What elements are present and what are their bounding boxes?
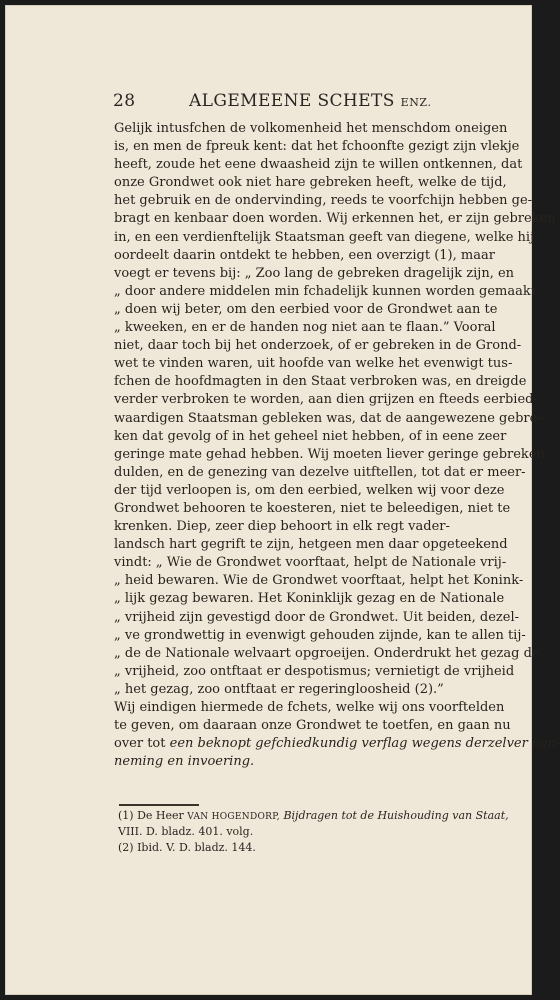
footnote-1-continued: VIII. D. bladz. 401. volg. (118, 825, 254, 838)
text-line: „ doen wij beter, om den eerbied voor de Grondwet aan te (114, 301, 498, 317)
text-line: „ het gezag, zoo ontftaat er regeringloosheid (2).” (114, 681, 444, 697)
page-number: 28 (113, 91, 136, 111)
text-line: het gebruik en de ondervinding, reeds te voorfchijn hebben ge- (114, 193, 533, 209)
text-line: heeft, zoude het eene dwaasheid zijn te willen ontkennen, dat (114, 157, 523, 173)
italic-phrase: een beknopt gefchiedkundig verflag wegens derzelver aan- (169, 736, 560, 752)
text-line: „ vrijheid, zoo ontftaat er despotismus; vernietigt de vrijheid (114, 663, 515, 679)
text-line: Gelijk intusfchen de volkomenheid het menschdom oneigen (114, 121, 508, 136)
footnote-1 (118, 808, 509, 824)
footnotes (118, 808, 509, 856)
footnote-1-title: Bijdragen tot de Huishouding van Staat, (283, 809, 509, 822)
text-line: „ vrijheid zijn gevestigd door de Grondwet. Uit beiden, dezel- (114, 609, 520, 625)
text-line: te geven, om daaraan onze Grondwet te toetfen, en gaan nu (114, 718, 511, 734)
body-text (114, 120, 560, 771)
footnote-1-prefix: (1) De Heer (118, 809, 184, 822)
text-line: „ heid bewaren. Wie de Grondwet voorftaat, helpt het Konink- (114, 573, 524, 589)
text-line: fchen de hoofdmagten in den Staat verbroken was, en dreigde (114, 374, 527, 390)
text-line: verder verbroken te worden, aan dien grijzen en fteeds eerbied- (114, 392, 538, 408)
text-line: „ door andere middelen min fchadelijk kunnen worden gemaakt, (114, 283, 541, 299)
text-line: onze Grondwet ook niet hare gebreken heeft, welke de tijd, (114, 175, 507, 191)
text-line: geringe mate gehad hebben. Wij moeten liever geringe gebreken (114, 446, 545, 462)
text-line (114, 735, 560, 753)
text-line: „ ve grondwettig in evenwigt gehouden zijnde, kan te allen tij- (114, 627, 526, 643)
text-line: dulden, en de genezing van dezelve uitftellen, tot dat er meer- (114, 464, 526, 480)
text-line: in, en een verdienftelijk Staatsman geeft van diegene, welke hij (114, 229, 535, 245)
book-page (5, 5, 560, 995)
text-line-last: neming en invoering. (114, 754, 255, 770)
text-line: der tijd verloopen is, om den eerbied, welken wij voor deze (114, 482, 505, 498)
footnote-rule (119, 804, 199, 806)
text-line: „ kweeken, en er de handen nog niet aan te flaan.” Vooral (114, 320, 496, 336)
running-title (189, 91, 432, 111)
footnote-1-author: VAN HOGENDORP, (187, 812, 280, 822)
text-line: oordeelt daarin ontdekt te hebben, een overzigt (1), maar (114, 247, 495, 263)
text-line: „ de de Nationale welvaart opgroeijen. Onderdrukt het gezag de (114, 645, 540, 661)
text-line: wet te vinden waren, uit hoofde van welke het evenwigt tus- (114, 356, 513, 372)
text-line: Wij eindigen hiermede de fchets, welke wij ons voorftelden (114, 700, 505, 715)
text-line-start: over tot (114, 736, 166, 752)
text-line: krenken. Diep, zeer diep behoort in elk regt vader- (114, 519, 450, 535)
text-line: bragt en kenbaar doen worden. Wij erkennen het, er zijn gebreken (114, 211, 556, 227)
footnote-2: (2) Ibid. V. D. bladz. 144. (118, 841, 256, 854)
text-line: waardigen Staatsman gebleken was, dat de aangewezene gebre- (114, 410, 542, 426)
text-line: is, en men de fpreuk kent: dat het fchoonfte gezigt zijn vlekje (114, 139, 520, 155)
running-title-text: ALGEMEENE SCHETS (189, 91, 395, 111)
text-line: ken dat gevolg of in het geheel niet hebben, of in eene zeer (114, 428, 507, 444)
running-header (113, 91, 435, 115)
running-title-suffix: ENZ. (400, 96, 432, 109)
text-line: „ lijk gezag bewaren. Het Koninklijk gezag en de Nationale (114, 591, 505, 607)
text-line: landsch hart gegrift te zijn, hetgeen men daar opgeteekend (114, 537, 508, 553)
text-line: niet, daar toch bij het onderzoek, of er gebreken in de Grond- (114, 338, 522, 354)
text-line: vindt: „ Wie de Grondwet voorftaat, helpt de Nationale vrij- (114, 555, 507, 571)
text-line: Grondwet behooren te koesteren, niet te beleedigen, niet te (114, 500, 511, 516)
text-line: voegt er tevens bij: „ Zoo lang de gebreken dragelijk zijn, en (114, 265, 515, 281)
